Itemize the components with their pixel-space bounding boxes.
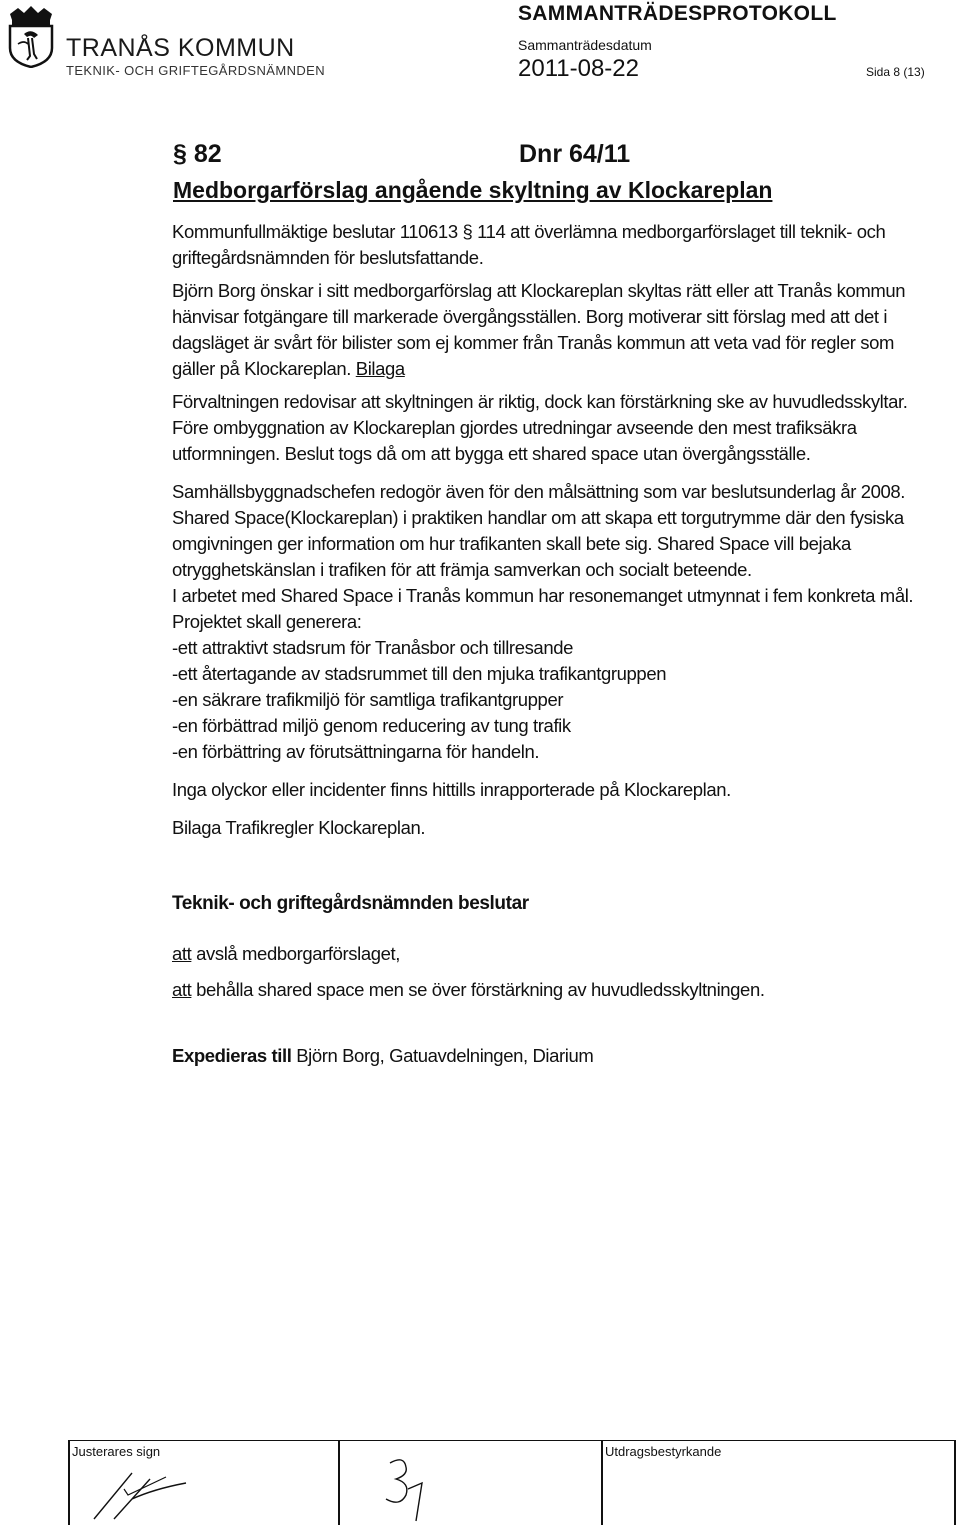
decision-heading: Teknik- och griftegårdsnämnden beslutar: [172, 893, 529, 914]
paragraph-proposal: [172, 278, 932, 382]
meeting-date: 2011-08-22: [518, 55, 639, 82]
department-name: TEKNIK- OCH GRIFTEGÅRDSNÄMNDEN: [66, 63, 326, 78]
goal-item: -ett återtagande av stadsrummet till den mjuka trafikantgruppen: [172, 663, 667, 684]
document-type: SAMMANTRÄDESPROTOKOLL: [518, 2, 837, 25]
justerares-sign-label: Justerares sign: [72, 1444, 161, 1459]
distribution-label: Expedieras till: [172, 1045, 292, 1066]
paragraph-attachment: Bilaga Trafikregler Klockareplan.: [172, 817, 426, 838]
utdragsbestyrkande-box[interactable]: [601, 1441, 956, 1525]
decision-item: [172, 941, 932, 967]
decision-item: [172, 977, 932, 1003]
handwritten-initials: [378, 1449, 458, 1525]
section-title: Medborgarförslag angående skyltning av Klockareplan: [173, 177, 773, 203]
table-divider: [954, 1441, 956, 1525]
decision-lead: att: [172, 979, 192, 1000]
paragraph-administration: Förvaltningen redovisar att skyltningen är riktig, dock kan förstärkning ske av huvudledsskyltar. Före ombyggnation av Klockareplan gjordes utredningar avseende den mest trafiksäkra utformningen. Beslut togs då om att bygga ett shared space utan övergångsställe.: [172, 391, 908, 464]
goal-item: -en förbättring av förutsättningarna för handeln.: [172, 741, 540, 762]
paragraph-number: § 82: [173, 140, 222, 168]
attachment-link[interactable]: Bilaga: [355, 358, 405, 379]
organization-name: TRANÅS KOMMUN: [66, 34, 295, 62]
decision-text: avslå medborgarförslaget,: [191, 943, 401, 964]
paragraph-referral: Kommunfullmäktige beslutar 110613 § 114 att överlämna medborgarförslaget till teknik- och griftegårdsnämnden för beslutsfattande.: [172, 221, 886, 268]
proposal-text: Björn Borg önskar i sitt medborgarförslag att Klockareplan skyltas rätt eller att Tranås kommun hänvisar fotgängare till markerade övergångsställen. Borg motiverar sitt förslag med att det i dagsläget är svårt för bilister som ej kommer från Tranås kommun att veta vad för regler som gäller på Klockareplan.: [172, 280, 906, 379]
signature-box[interactable]: [338, 1441, 601, 1525]
distribution-line: [172, 1043, 932, 1069]
paragraph-goals-intro: I arbetet med Shared Space i Tranås kommun har resonemanget utmynnat i fem konkreta mål. Projektet skall generera:: [172, 585, 914, 632]
municipal-crest-logo: [4, 4, 58, 68]
goal-item: -ett attraktivt stadsrum för Tranåsbor och tillresande: [172, 637, 573, 658]
utdragsbestyrkande-label: Utdragsbestyrkande: [605, 1444, 722, 1459]
distribution-recipients: Björn Borg, Gatuavdelningen, Diarium: [291, 1045, 594, 1066]
justerares-sign-box[interactable]: [68, 1441, 338, 1525]
paragraph-accidents: Inga olyckor eller incidenter finns hittills inrapporterade på Klockareplan.: [172, 779, 731, 800]
diary-number: Dnr 64/11: [519, 140, 631, 168]
decision-text: behålla shared space men se över förstärkning av huvudledsskyltningen.: [191, 979, 765, 1000]
paragraph-shared-space: Shared Space(Klockareplan) i praktiken handlar om att skapa ett torgutrymme där den fysiska omgivningen ger information om hur trafikanten skall bete sig. Shared Space vill bejaka otrygghetskänslan i trafiken för att främja samverkan och socialt beteende.: [172, 507, 904, 580]
initials-signature: [74, 1459, 214, 1523]
decision-lead: att: [172, 943, 192, 964]
paragraph-planning-chief: Samhällsbyggnadschefen redogör även för den målsättning som var beslutsunderlag år 2008.: [172, 481, 906, 502]
goal-item: -en säkrare trafikmiljö för samtliga trafikantgrupper: [172, 689, 564, 710]
signature-table: [68, 1440, 956, 1525]
page-number: Sida 8 (13): [866, 65, 925, 79]
meeting-date-label: Sammanträdesdatum: [518, 37, 652, 53]
protocol-body: [172, 219, 932, 1069]
goal-item: -en förbättrad miljö genom reducering av tung trafik: [172, 715, 571, 736]
